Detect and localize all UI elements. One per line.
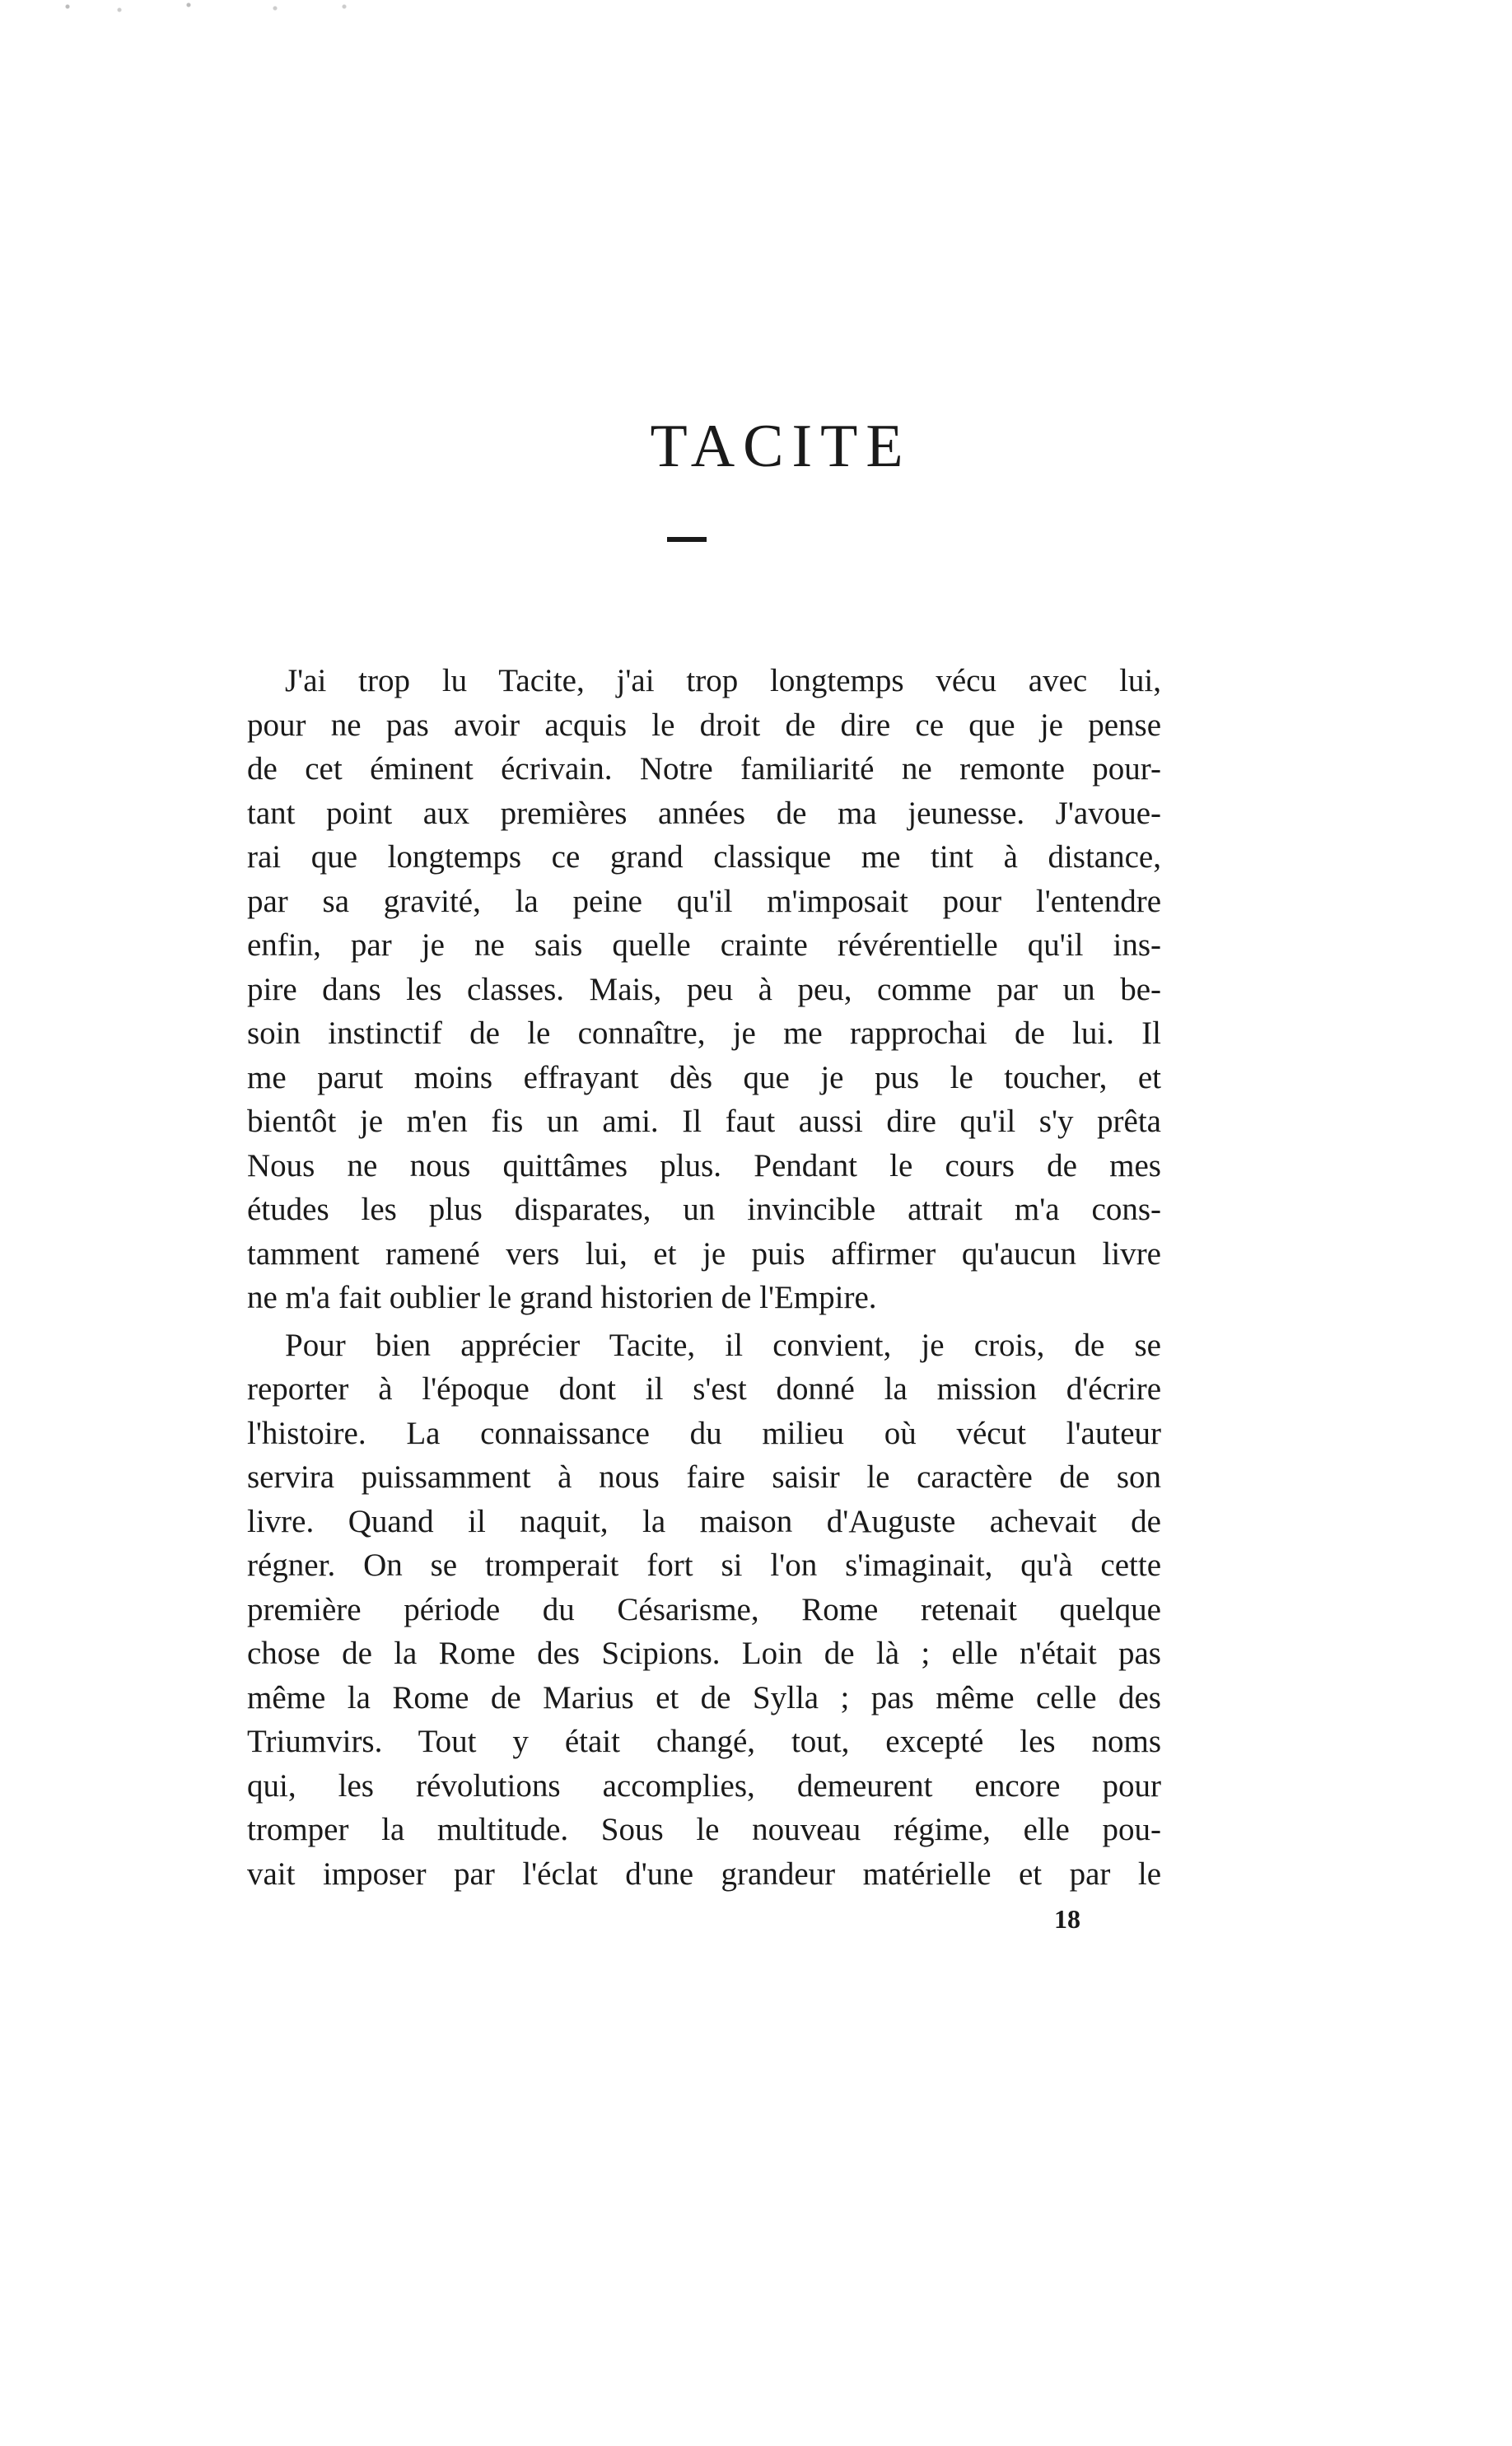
text-line: chose de la Rome des Scipions. Loin de là ; elle n'était pas <box>247 1636 1161 1671</box>
text-line: tant point aux premières années de ma jeunesse. J'avoue- <box>247 795 1161 831</box>
text-line: me parut moins effrayant dès que je pus le toucher, et <box>247 1059 1161 1095</box>
chapter-title: TACITE <box>650 413 912 480</box>
text-line: de cet éminent écrivain. Notre familiarité ne remonte pour- <box>247 751 1161 787</box>
paragraph-1 <box>247 659 1161 1320</box>
text-line: livre. Quand il naquit, la maison d'Auguste achevait de <box>247 1503 1161 1539</box>
text-line: régner. On se tromperait fort si l'on s'imaginait, qu'à cette <box>247 1547 1161 1583</box>
text-line: vait imposer par l'éclat d'une grandeur matérielle et par le <box>247 1856 1161 1892</box>
text-line: tromper la multitude. Sous le nouveau régime, elle pou- <box>247 1812 1161 1847</box>
text-line: pour ne pas avoir acquis le droit de dire ce que je pense <box>247 707 1161 743</box>
title-rule <box>667 537 707 542</box>
text-line: études les plus disparates, un invincible attrait m'a cons- <box>247 1192 1161 1227</box>
text-line: tamment ramené vers lui, et je puis affirmer qu'aucun livre <box>247 1235 1161 1272</box>
text-line: par sa gravité, la peine qu'il m'imposait pour l'entendre <box>247 883 1161 919</box>
text-line: Nous ne nous quittâmes plus. Pendant le cours de mes <box>247 1147 1161 1183</box>
text-line: même la Rome de Marius et de Sylla ; pas même celle des <box>247 1679 1161 1715</box>
text-line: J'ai trop lu Tacite, j'ai trop longtemps vécu avec lui, <box>285 663 1161 698</box>
paragraph-2 <box>247 1323 1161 1897</box>
text-line: enfin, par je ne sais quelle crainte révérentielle qu'il ins- <box>247 927 1161 963</box>
text-line: ne m'a fait oublier le grand historien de l'Empire. <box>247 1280 877 1315</box>
text-line: pire dans les classes. Mais, peu à peu, comme par un be- <box>247 971 1161 1007</box>
scan-speckle <box>33 0 379 16</box>
text-line: Triumvirs. Tout y était changé, tout, excepté les noms <box>247 1724 1161 1759</box>
text-line: bientôt je m'en fis un ami. Il faut aussi dire qu'il s'y prêta <box>247 1104 1161 1139</box>
text-line: l'histoire. La connaissance du milieu où vécut l'auteur <box>247 1415 1161 1451</box>
body-text <box>247 659 1161 1896</box>
text-line: soin instinctif de le connaître, je me rapprochai de lui. Il <box>247 1015 1161 1051</box>
text-line: servira puissamment à nous faire saisir le caractère de son <box>247 1459 1161 1495</box>
text-line: reporter à l'époque dont il s'est donné la mission d'écrire <box>247 1371 1161 1407</box>
text-line: rai que longtemps ce grand classique me tint à distance, <box>247 839 1161 875</box>
text-line: Pour bien apprécier Tacite, il convient, je crois, de se <box>285 1327 1161 1363</box>
text-line: première période du Césarisme, Rome retenait quelque <box>247 1591 1161 1627</box>
text-line: qui, les révolutions accomplies, demeurent encore pour <box>247 1767 1161 1804</box>
page-number: 18 <box>1054 1904 1080 1934</box>
